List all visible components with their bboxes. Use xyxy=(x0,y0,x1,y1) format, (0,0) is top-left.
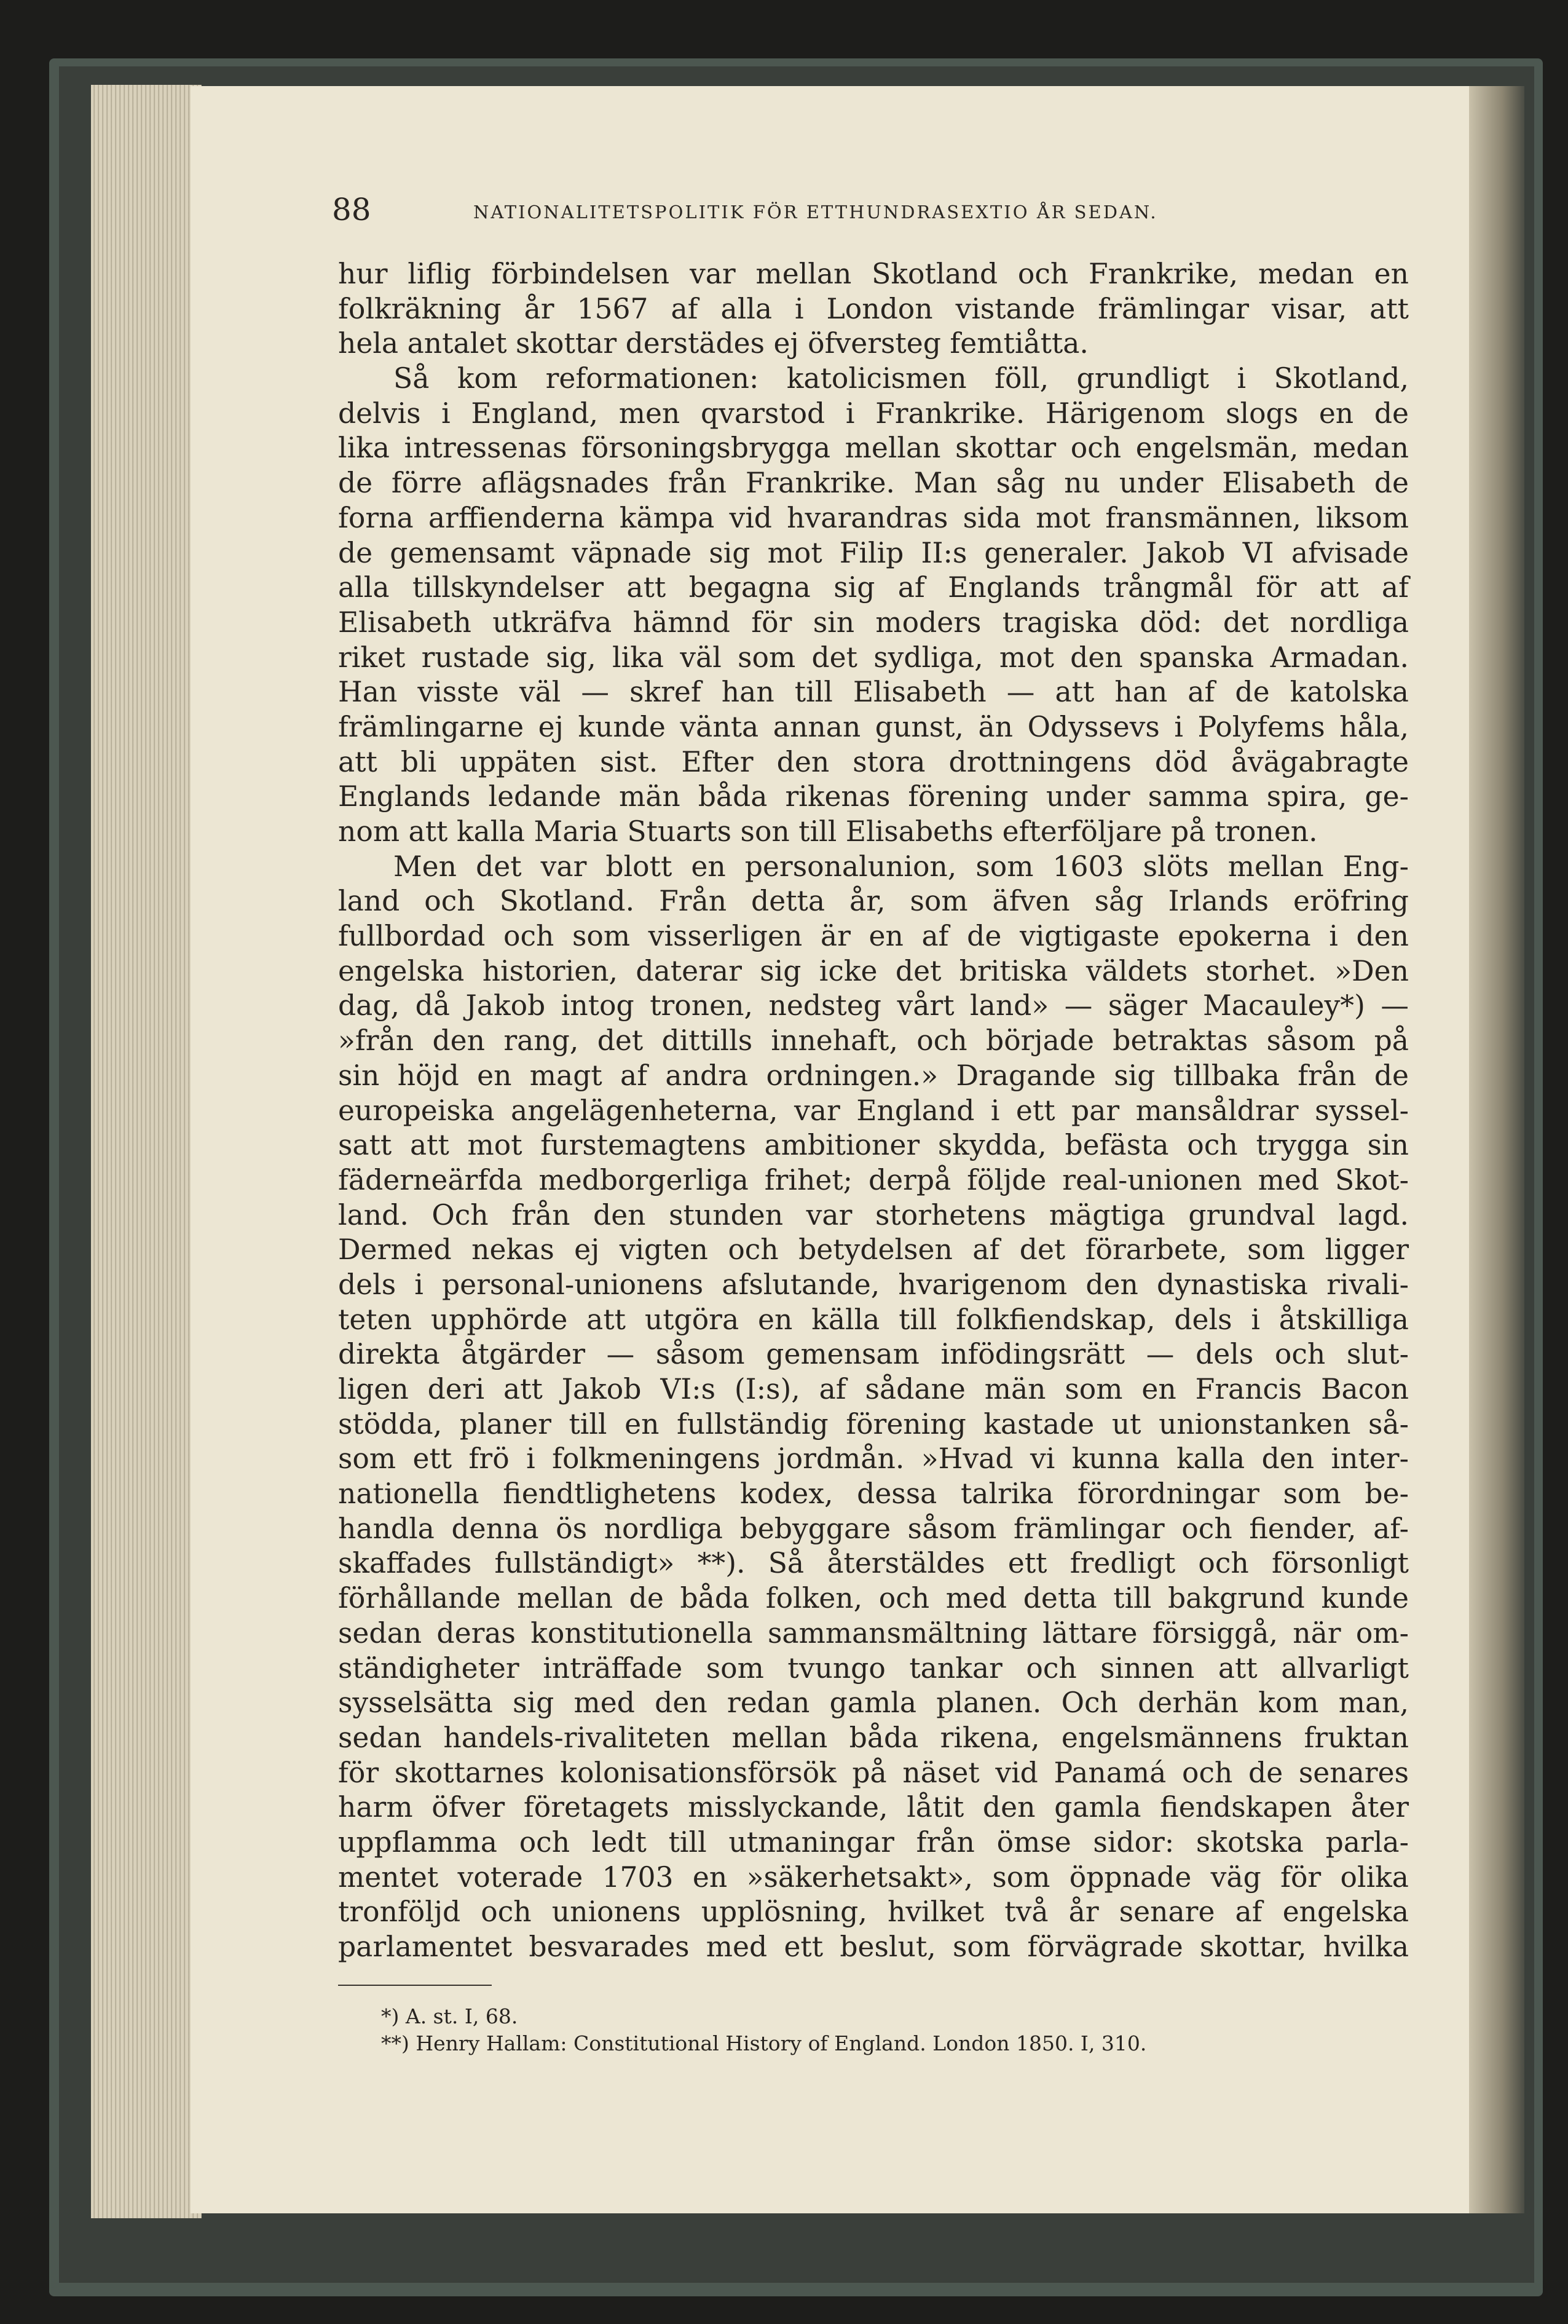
text-line: sysselsätta sig med den redan gamla planen. Och derhän kom man, xyxy=(338,1686,1409,1720)
text-line: ligen deri att Jakob VI:s (I:s), af sådane män som en Francis Bacon xyxy=(338,1373,1409,1405)
body-text xyxy=(338,257,1409,1965)
text-line: handla denna ös nordliga bebyggare såsom främlingar och fiender, af- xyxy=(338,1512,1409,1545)
text-line: stödda, planer till en fullständig förening kastade ut unionstanken så- xyxy=(338,1407,1409,1441)
text-line: Dermed nekas ej vigten och betydelsen af det förarbete, som ligger xyxy=(338,1233,1409,1267)
text-line: land och Skotland. Från detta år, som äfven såg Irlands eröfring xyxy=(338,885,1409,918)
text-line: Men det var blott en personalunion, som 1603 slöts mellan Eng- xyxy=(393,850,1409,883)
running-title: NATIONALITETSPOLITIK FÖR ETTHUNDRASEXTIO ÅR SEDAN. xyxy=(473,202,1158,223)
text-line: tronföljd och unionens upplösning, hvilket två år senare af engelska xyxy=(338,1895,1409,1929)
text-line: europeiska angelägenheterna, var England i ett par mansåldrar syssel- xyxy=(338,1094,1409,1127)
text-line: Englands ledande män båda rikenas förening under samma spira, ge- xyxy=(338,780,1409,813)
footnotes xyxy=(381,2003,1426,2057)
text-line: mentet voterade 1703 en »säkerhetsakt», som öppnade väg för olika xyxy=(338,1860,1409,1894)
footnote: *) A. st. I, 68. xyxy=(381,2004,518,2028)
text-line: sedan deras konstitutionella sammansmältning lättare försiggå, när om- xyxy=(338,1616,1409,1650)
text-line: som ett frö i folkmeningens jordmån. »Hvad vi kunna kalla den inter- xyxy=(338,1442,1409,1476)
book-gutter xyxy=(1469,86,1524,2213)
footnote-rule xyxy=(338,1985,492,1986)
footnote: **) Henry Hallam: Constitutional History of England. London 1850. I, 310. xyxy=(381,2031,1147,2055)
text-line: direkta åtgärder — såsom gemensam infödingsrätt — dels och slut- xyxy=(338,1338,1409,1371)
text-line: riket rustade sig, lika väl som det sydliga, mot den spanska Armadan. xyxy=(338,641,1409,674)
text-line: parlamentet besvarades med ett beslut, som förvägrade skottar, hvilka xyxy=(338,1931,1409,1963)
page-header xyxy=(332,192,1266,229)
text-line: skaffades fullständigt» **). Så återstäldes ett fredligt och försonligt xyxy=(338,1547,1409,1580)
text-line: Så kom reformationen: katolicismen föll, grundligt i Skotland, xyxy=(393,362,1409,395)
text-line: teten upphörde att utgöra en källa till folkfiendskap, dels i åtskilliga xyxy=(338,1303,1409,1336)
text-line: uppflamma och ledt till utmaningar från ömse sidor: skotska parla- xyxy=(338,1825,1409,1859)
text-line: sin höjd en magt af andra ordningen.» Dragande sig tillbaka från de xyxy=(338,1059,1409,1092)
text-line: Han visste väl — skref han till Elisabeth — att han af de katolska xyxy=(338,676,1409,709)
text-line: fullbordad och som visserligen är en af de vigtigaste epokerna i den xyxy=(338,920,1409,953)
text-line: lika intressenas försoningsbrygga mellan skottar och engelsmän, medan xyxy=(338,432,1409,465)
text-line: land. Och från den stunden var storhetens mägtiga grundval lagd. xyxy=(338,1198,1409,1231)
text-line: folkräkning år 1567 af alla i London vistande främlingar visar, att xyxy=(338,292,1409,325)
text-line: att bli uppäten sist. Efter den stora drottningens död åvägabragte xyxy=(338,745,1409,778)
text-line: alla tillskyndelser att begagna sig af Englands trångmål för att af xyxy=(338,571,1409,604)
text-line: hela antalet skottar derstädes ej öfversteg femtiåtta. xyxy=(338,327,1089,360)
text-line: ständigheter inträffade som tvungo tankar och sinnen att allvarligt xyxy=(338,1651,1409,1685)
page-number: 88 xyxy=(332,192,371,227)
text-line: dels i personal-unionens afslutande, hvarigenom den dynastiska rivali- xyxy=(338,1268,1409,1301)
text-line: fäderneärfda medborgerliga frihet; derpå följde real-unionen med Skot- xyxy=(338,1163,1409,1196)
text-line: nom att kalla Maria Stuarts son till Elisabeths efterföljare på tronen. xyxy=(338,815,1318,848)
text-line: delvis i England, men qvarstod i Frankrike. Härigenom slogs en de xyxy=(338,397,1409,430)
text-line: förhållande mellan de båda folken, och med detta till bakgrund kunde xyxy=(338,1582,1409,1615)
text-line: forna arffienderna kämpa vid hvarandras sida mot fransmännen, liksom xyxy=(338,501,1409,534)
text-line: engelska historien, daterar sig icke det britiska väldets storhet. »Den xyxy=(338,954,1409,987)
page-edges xyxy=(91,85,202,2218)
text-line: hur liflig förbindelsen var mellan Skotland och Frankrike, medan en xyxy=(338,258,1409,290)
text-line: de förre aflägsnades från Frankrike. Man såg nu under Elisabeth de xyxy=(338,467,1409,500)
text-line: dag, då Jakob intog tronen, nedsteg vårt land» — säger Macauley*) — xyxy=(338,989,1409,1022)
text-line: Elisabeth utkräfva hämnd för sin moders tragiska död: det nordliga xyxy=(338,606,1409,639)
text-line: nationella fiendtlighetens kodex, dessa talrika förordningar som be- xyxy=(338,1477,1409,1511)
text-line: »från den rang, det dittills innehaft, och började betraktas såsom på xyxy=(338,1024,1409,1057)
text-line: harm öfver företagets misslyckande, låtit den gamla fiendskapen åter xyxy=(338,1791,1409,1824)
text-line: satt att mot furstemagtens ambitioner skydda, befästa och trygga sin xyxy=(338,1129,1409,1162)
text-line: för skottarnes kolonisationsförsök på näset vid Panamá och de senares xyxy=(338,1756,1409,1789)
text-line: sedan handels-rivaliteten mellan båda rikena, engelsmännens fruktan xyxy=(338,1721,1409,1754)
text-line: de gemensamt väpnade sig mot Filip II:s generaler. Jakob VI afvisade xyxy=(338,536,1409,569)
text-line: främlingarne ej kunde vänta annan gunst, än Odyssevs i Polyfems håla, xyxy=(338,710,1409,743)
